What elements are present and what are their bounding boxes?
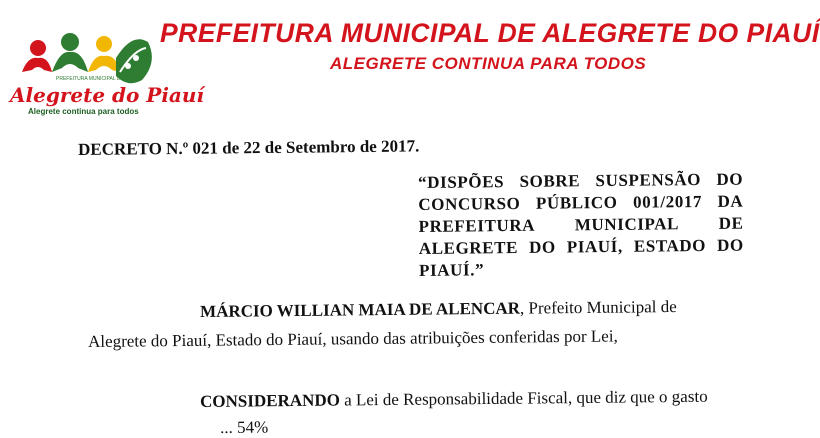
- logo-name: Alegrete do Piauí: [10, 83, 205, 107]
- mayor-title: , Prefeito Municipal de: [519, 297, 677, 318]
- decree-number: DECRETO N.º 021: [78, 138, 219, 159]
- header-subtitle: ALEGRETE CONTINUA PARA TODOS: [330, 54, 647, 73]
- logo-top-text: PREFEITURA MUNICIPAL DE: [56, 76, 124, 82]
- mayor-paragraph-line1: [200, 297, 677, 322]
- cut-off-line: ... 54%: [220, 417, 269, 437]
- mayor-paragraph-line2: Alegrete do Piauí, Estado do Piauí, usando das atribuições conferidas por Lei,: [88, 326, 618, 351]
- header-title: PREFEITURA MUNICIPAL DE ALEGRETE DO PIAUÍ: [160, 18, 820, 48]
- considering-word: CONSIDERANDO: [200, 390, 340, 411]
- decree-heading: [78, 136, 419, 160]
- mayor-name: MÁRCIO WILLIAN MAIA DE ALENCAR: [200, 298, 521, 321]
- decree-summary: “DISPÕES SOBRE SUSPENSÃO DO CONCURSO PÚBLICO 001/2017 DA PREFEITURA MUNICIPAL DE ALEGRETE DO PIAUÍ, ESTADO DO PIAUÍ.”: [418, 169, 744, 280]
- municipal-logo: [8, 28, 205, 120]
- considering-paragraph: [200, 387, 708, 412]
- logo-tagline: Alegrete continua para todos: [28, 107, 139, 116]
- considering-text: a Lei de Responsabilidade Fiscal, que diz que o gasto: [339, 386, 708, 410]
- decree-date: de 22 de Setembro de 2017.: [217, 136, 420, 158]
